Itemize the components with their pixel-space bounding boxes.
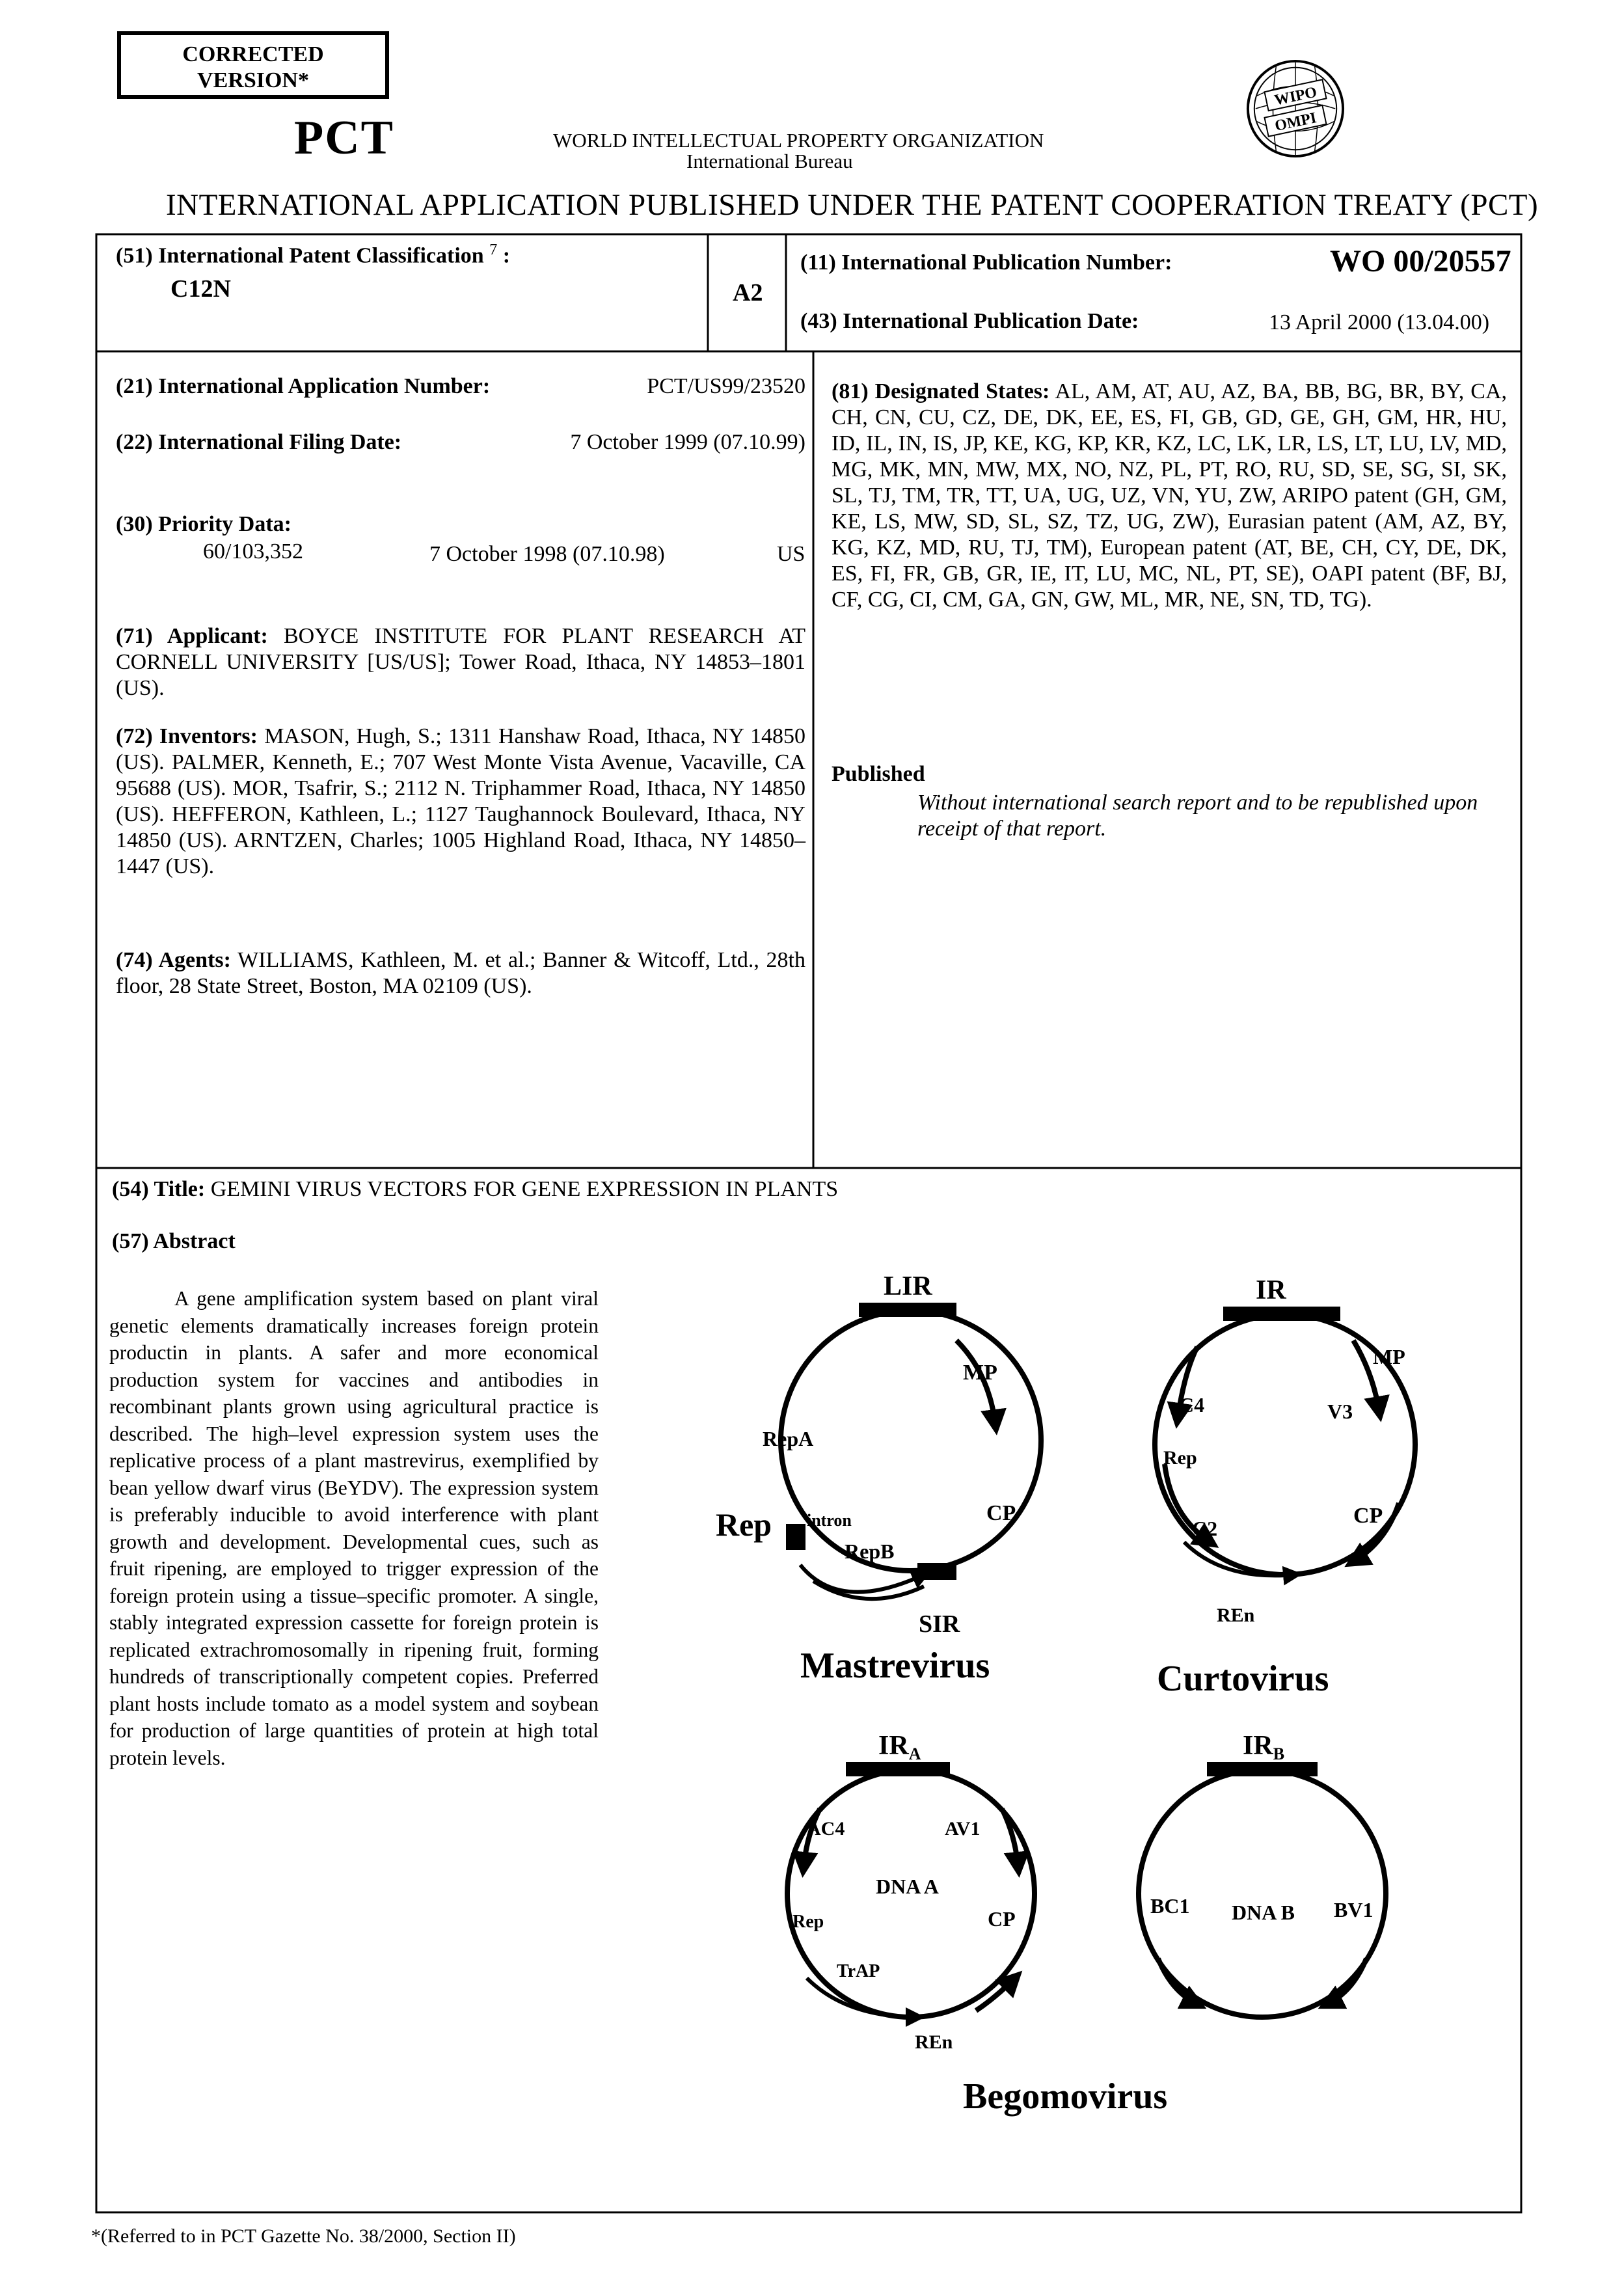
curtovirus-ir: IR: [1256, 1275, 1286, 1305]
applicant-block: [116, 623, 805, 701]
footnote: *(Referred to in PCT Gazette No. 38/2000, Section II): [91, 2225, 516, 2247]
title-row: [112, 1176, 838, 1202]
classification-value: C12N: [170, 275, 231, 303]
application-number: PCT/US99/23520: [647, 374, 805, 398]
priority-date: 7 October 1998 (07.10.98): [429, 542, 665, 566]
lir-box: [859, 1303, 956, 1317]
classification-kind: A2: [733, 279, 763, 306]
begomovirus-bv1: BV1: [1334, 1898, 1374, 1921]
mastrevirus-rep: Rep: [716, 1506, 772, 1543]
irb-label: IRB: [1243, 1731, 1285, 1763]
begomovirus-bc1: BC1: [1150, 1894, 1190, 1918]
inventors-label: (72) Inventors:: [116, 724, 258, 748]
agents-label: (74) Agents:: [116, 948, 231, 972]
filing-date-label: (22) International Filing Date:: [116, 430, 402, 454]
applicant-text: BOYCE INSTITUTE FOR PLANT RESEARCH AT CORNELL UNIVERSITY [US/US]; Tower Road, Ithaca, NY 14853–1801 (US).: [116, 624, 806, 700]
inventors-block: [116, 724, 805, 880]
abstract-label: (57) Abstract: [112, 1229, 236, 1253]
title-label: (54) Title:: [112, 1177, 206, 1201]
organization-line-1: WORLD INTELLECTUAL PROPERTY ORGANIZATION: [553, 129, 1044, 152]
priority-data-label: (30) Priority Data:: [116, 512, 292, 536]
mastrevirus-intron: intron: [807, 1511, 852, 1530]
classification-label: (51) International Patent Classification $^7$ :: [116, 241, 511, 268]
priority-country: US: [777, 542, 805, 566]
curtovirus-v3: V3: [1327, 1400, 1353, 1423]
begomovirus-dna-a-diagram: [787, 1731, 1035, 2053]
begomovirus-dna-a: DNA A: [876, 1875, 939, 1898]
begomovirus-av1: AV1: [945, 1818, 981, 1839]
application-number-row: [116, 373, 805, 400]
begomovirus-rep: Rep: [792, 1912, 824, 1932]
mastrevirus-lir: LIR: [884, 1271, 932, 1301]
logo-text-top: WIPO: [1273, 83, 1319, 109]
mastrevirus-mp: MP: [963, 1361, 997, 1385]
begomovirus-ac4: AC4: [807, 1818, 845, 1839]
curtovirus-c2: C2: [1192, 1517, 1218, 1540]
begomovirus-dna-b: DNA B: [1232, 1901, 1295, 1924]
published-text: Without international search report and to be republished upon receipt of that report.: [917, 791, 1478, 841]
pct-heading: PCT: [294, 111, 394, 165]
begomovirus-ren: REn: [915, 2031, 953, 2053]
curtovirus-rep: Rep: [1163, 1447, 1197, 1469]
publication-date: 13 April 2000 (13.04.00): [1269, 310, 1490, 334]
curtovirus-name: Curtovirus: [1157, 1659, 1329, 1699]
begomovirus-cp: CP: [988, 1907, 1016, 1931]
sir-box: [917, 1563, 956, 1580]
ira-label: IRA: [878, 1731, 921, 1763]
publication-date-label: (43) International Publication Date:: [800, 309, 1139, 333]
publication-number: WO 00/20557: [1330, 244, 1511, 278]
organization-line-2: International Bureau: [686, 150, 853, 172]
mastrevirus-sir: SIR: [919, 1610, 960, 1638]
begomovirus-name: Begomovirus: [963, 2076, 1168, 2117]
abstract-paragraph: A gene amplification system based on plant viral genetic elements dramatically increases foreign protein productin in plants. A safer and more economical production system for vaccines and antibodies in recombinant plants grown using agricultural practice is described. The high–level expression system uses the replicative process of a plant mastrevirus, exemplified by bean yellow dwarf virus (BeYDV). The expression system is preferably inducible to avoid interference with plant growth and development. Developmental cues, such as fruit ripening, are employed to trigger expression of the foreign protein using a tissue–specific promoter. A single, stably integrated expression cassette for foreign protein is replicated extrachromosomally in ripening fruit, forming hundreds of transcriptionally competent copies. Preferred plant hosts include tomato as a model system and soybean for production of large quantities of protein at high total protein levels.: [109, 1287, 599, 1769]
main-heading: INTERNATIONAL APPLICATION PUBLISHED UNDER THE PATENT COOPERATION TREATY (PCT): [166, 188, 1539, 222]
curtovirus-cp: CP: [1353, 1504, 1383, 1528]
title-text: GEMINI VIRUS VECTORS FOR GENE EXPRESSION IN PLANTS: [210, 1177, 839, 1201]
mastrevirus-repb: RepB: [845, 1540, 895, 1563]
mastrevirus-cp: CP: [986, 1501, 1016, 1525]
begomovirus-trap: TrAP: [837, 1961, 880, 1981]
geminivirus-genome-diagrams: [716, 1269, 1483, 2147]
stamp-line-2: VERSION*: [197, 68, 309, 92]
curtovirus-diagram: [1155, 1275, 1415, 1699]
filing-date: 7 October 1999 (07.10.99): [570, 430, 805, 454]
published-label: Published: [832, 762, 925, 786]
intron-box: [786, 1524, 805, 1550]
application-number-label: (21) International Application Number:: [116, 374, 491, 398]
priority-number: 60/103,352: [203, 539, 303, 563]
ira-box: [846, 1762, 950, 1776]
curtovirus-mp: MP: [1373, 1345, 1405, 1368]
mastrevirus-name: Mastrevirus: [800, 1646, 990, 1686]
designated-states-text: AL, AM, AT, AU, AZ, BA, BB, BG, BR, BY, CA, CH, CN, CU, CZ, DE, DK, EE, ES, FI, GB, GD, GE, GH, GM, HR, HU, ID, IL, IN, IS, JP, KE, KG, KP, KR, KZ, LC, LK, LR, LS, LT, LU, LV, MD, MG, MK, MN, MW, MX, NO, NZ, PL, PT, RO, RU, SD, SE, SG, SI, SK, SL, TJ, TM, TR, TT, UA, UG, UZ, VN, YU, ZW, ARIPO patent (GH, GM, KE, LS, MW, SD, SL, SZ, TZ, UG, ZW), Eurasian patent (AM, AZ, BY, KG, KZ, MD, RU, TJ, TM), European patent (AT, BE, CH, CY, DE, DK, ES, FI, FR, GB, GR, IE, IT, LU, MC, NL, PT, SE), OAPI patent (BF, BJ, CF, CG, CI, CM, GA, GN, GW, ML, MR, NE, SN, TD, TG).: [832, 379, 1507, 612]
curtovirus-c4: C4: [1179, 1393, 1205, 1417]
designated-states-label: (81) Designated States:: [832, 379, 1050, 403]
applicant-label: (71) Applicant:: [116, 624, 268, 648]
curtovirus-ren: REn: [1217, 1605, 1255, 1626]
stamp-line-1: CORRECTED: [182, 42, 324, 66]
ir-box: [1223, 1307, 1340, 1321]
agents-block: [116, 947, 805, 999]
begomovirus-dna-b-diagram: [1139, 1731, 1386, 2017]
publication-number-label: (11) International Publication Number:: [800, 251, 1172, 275]
abstract-text: [109, 1285, 599, 1771]
logo-text-bottom: OMPI: [1273, 109, 1318, 135]
filing-date-row: [116, 429, 805, 455]
mastrevirus-diagram: [716, 1271, 1041, 1686]
designated-states-block: [832, 379, 1507, 613]
mastrevirus-repa: RepA: [763, 1427, 814, 1450]
agents-text: WILLIAMS, Kathleen, M. et al.; Banner & Witcoff, Ltd., 28th floor, 28 State Street, Boston, MA 02109 (US).: [116, 948, 806, 998]
inventors-text: MASON, Hugh, S.; 1311 Hanshaw Road, Ithaca, NY 14850 (US). PALMER, Kenneth, E.; 707 West Monte Vista Avenue, Vacaville, CA 95688 (US). MOR, Tsafrir, S.; 2112 N. Triphammer Road, Ithaca, NY 14850 (US). HEFFERON, Kathleen, L.; 1127 Taughannock Boulevard, Ithaca, NY 14850 (US). ARNTZEN, Charles; 1005 Highland Road, Ithaca, NY 14850–1447 (US).: [116, 724, 805, 878]
irb-box: [1207, 1762, 1318, 1776]
